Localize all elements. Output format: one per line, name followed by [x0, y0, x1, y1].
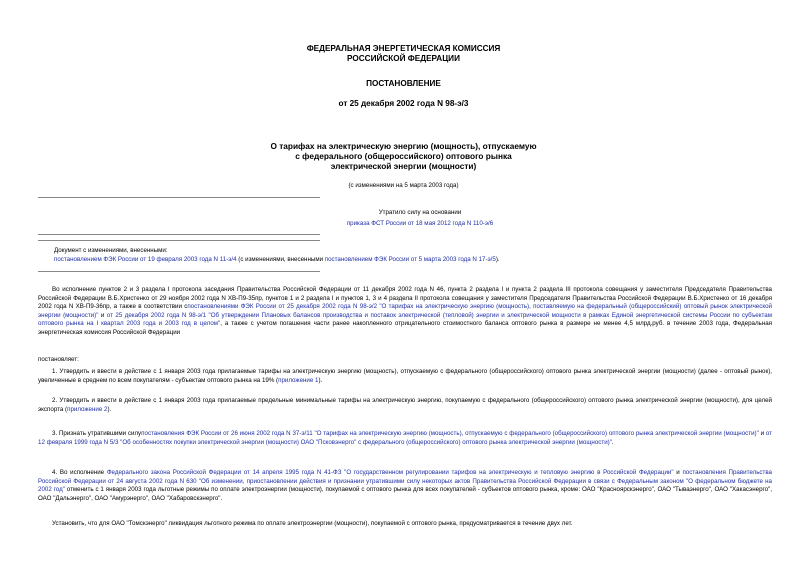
resolution-98e2-link[interactable]: постановлениями ФЭК России от 25 декабря 2002 года N 98-э/2 "О тарифах на электрическую энергию (мощность), поставляемую на федеральный (общероссийский) оптовый рынок электрической энергии (мощности)"	[38, 303, 773, 319]
changes-link-1[interactable]: постановлением ФЭК России от 19 февраля 2003 года N 11-э/4	[54, 256, 237, 263]
changes-line: постановлением ФЭК России от 19 февраля 2003 года N 11-э/4 (с изменениями, внесенными постановлением ФЭК России от 5 марта 2003 года N 17-э/5).	[54, 256, 500, 263]
resolves-text: постановляет:	[38, 356, 79, 363]
item-3: 3. Признать утратившими силупостановления ФЭК России от 26 июня 2002 года N 37-э/11 "О тарифах на электрическую энергию (мощность), отпускаемую с федерального (общероссийского) оптового рынка электрической энергии (мощности)" и от 12 февраля 1999 года N 5/3 "Об особенностях покупки электрической энергии (мощности) ОАО "Псковэнерго" с федерального (общероссийского) оптового рынка электрической энергии (мощности)".	[38, 430, 773, 446]
item-1: 1. Утвердить и ввести в действие с 1 января 2003 года прилагаемые тарифы на электрическую энергию (мощность), отпускаемую с федерального (общероссийского) оптового рынка электрической энергии (мощности) (далее - оптовый рынок), увеличенные в среднем по всем покупателям - субъектам оптового рынка на 19% (приложение 1).	[38, 368, 772, 384]
item-5: Установить, что для ОАО "Томскэнерго" ликвидация льготного режима по оплате электроэнергии (мощности), покупаемой с оптового рынка, предусматривается в течение двух лет.	[52, 520, 573, 527]
resolution-5-3-link[interactable]: от 12 февраля 1999 года N 5/3 "Об особенностях покупки электрической энергии (мощности) ОАО "Псковэнерго" с федерального (общероссийского) оптового рынка электрической энергии (мощности)"	[38, 430, 773, 446]
lost-force-text: Утратило силу на основании	[378, 209, 462, 216]
doc-date: от 25 декабря 2002 года N 98-э/3	[338, 99, 469, 108]
appendix-1-link[interactable]: приложение 1	[278, 376, 319, 384]
preamble-paragraph: Во исполнение пунктов 2 и 3 раздела I протокола заседания Правительства Российской Федерации от 11 декабря 2002 года N 46, пункта 2 раздела I и пункта 2 раздела III протокола совещания у заместителя Председателя Правительства Российской Федерации В.Б.Христенко от 29 ноября 2002 года N ХВ-П9-35пр, пунктов 1 и 2 раздела I и пунктов 1, 3 и 4 раздела II протокола совещания у заместителя Председателя Правительства Российской Федерации В.Б.Христенко от 16 декабря 2002 года N ХВ-П9-36пр, а также в соответствии спостановлениями ФЭК России от 25 декабря 2002 года N 98-э/2 "О тарифах на электрическую энергию (мощность), поставляемую на федеральный (общероссийский) оптовый рынок электрической энергии (мощности)" и от 25 декабря 2002 года N 98-э/1 "Об утверждении Плановых балансов производства и поставок электрической (тепловой) энергии и электрической мощности в рамках Единой энергетической системы России по субъектам оптового рынка на I квартал 2003 года и 2003 год в целом", а также с учетом погашения части ранее накопленного отрицательного стоимостного баланса оптового рынка в размере не менее 4,5 млрд.руб. в течение 2003 года, Федеральная энергетическая комиссия Российской Федерации	[38, 286, 773, 336]
lost-force-link[interactable]: приказа ФСТ России от 18 мая 2012 года N 110-э/6	[346, 220, 494, 227]
federal-law-41fz-link[interactable]: Федерального закона Российской Федерации от 14 апреля 1995 года N 41-ФЗ "О государственном регулировании тарифов на электрическую и тепловую энергию в Российской Федерации"	[106, 469, 674, 476]
doc-type: ПОСТАНОВЛЕНИЕ	[366, 79, 441, 88]
resolution-37e11-link[interactable]: постановления ФЭК России от 26 июня 2002 года N 37-э/11 "О тарифах на электрическую энергию (мощность), отпускаемую с федерального (общероссийского) оптового рынка электрической энергии (мощности)"	[141, 430, 759, 437]
item-2: 2. Утвердить и ввести в действие с 1 января 2003 года прилагаемые предельные минимальные тарифы на электрическую энергию, покупаемую с федерального (общероссийского) оптового рынка электрической энергии (мощности), для целей экспорта (приложение 2).	[38, 397, 772, 413]
amendment-note: (с изменениями на 5 марта 2003 года)	[348, 182, 459, 189]
doc-title-line1: О тарифах на электрическую энергию (мощность), отпускаемую	[270, 141, 537, 151]
org-name-line1: ФЕДЕРАЛЬНАЯ ЭНЕРГЕТИЧЕСКАЯ КОМИССИЯ	[306, 44, 501, 53]
divider	[38, 240, 320, 241]
changes-link-2[interactable]: постановлением ФЭК России от 5 марта 2003 года N 17-э/5	[324, 256, 496, 263]
divider	[38, 234, 320, 235]
org-name-line2: РОССИЙСКОЙ ФЕДЕРАЦИИ	[347, 54, 460, 63]
government-resolution-630-link[interactable]: постановления Правительства Российской Федерации от 24 августа 2002 года N 630 "Об изменении, приостановлении действия и признании утратившими силу некоторых актов Правительства Российской Федерации в связи с Федеральным законом "О федеральном бюджете на 2002 год"	[38, 469, 772, 493]
doc-title-line2: с федерального (общероссийского) оптового рынка	[295, 151, 512, 161]
doc-title-line3: электрической энергии (мощности)	[330, 161, 477, 171]
appendix-2-link[interactable]: приложение 2	[67, 405, 108, 413]
divider	[38, 271, 320, 272]
divider	[38, 197, 320, 198]
item-4: 4. Во исполнение Федерального закона Российской Федерации от 14 апреля 1995 года N 41-ФЗ "О государственном регулировании тарифов на электрическую и тепловую энергию в Российской Федерации" и постановления Правительства Российской Федерации от 24 августа 2002 года N 630 "Об изменении, приостановлении действия и признании утратившими силу некоторых актов Правительства Российской Федерации в связи с Федеральным законом "О федеральном бюджете на 2002 год" отменить с 1 января 2003 года льготные режимы по оплате электроэнергии (мощности), покупаемой с оптового рынка для всех покупателей - субъектов оптового рынка, кроме: ОАО "Красноярскэнерго", ОАО "Тываэнерго", ОАО "Хакасэнерго", ОАО "Дальэнерго", ОАО "Амурэнерго", ОАО "Хабаровскэнерго".	[38, 469, 772, 502]
changes-label: Документ с изменениями, внесенными:	[54, 247, 168, 254]
resolution-98e1-link[interactable]: от 25 декабря 2002 года N 98-э/1 "Об утверждении Плановых балансов производства и поставок электрической (тепловой) энергии и электрической мощности в рамках Единой энергетической системы России по субъектам оптового рынка на I квартал 2003 года и 2003 год в целом"	[38, 311, 772, 327]
